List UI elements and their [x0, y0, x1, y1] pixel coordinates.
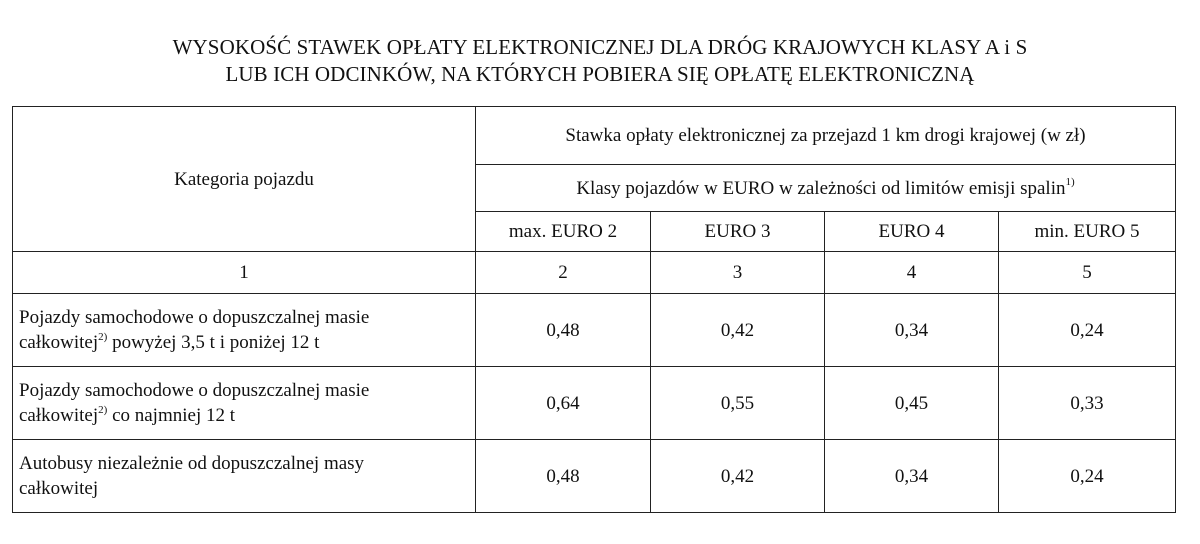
- table-row: [13, 367, 1176, 440]
- rate-value: 0,55: [651, 367, 825, 440]
- rate-value: 0,64: [476, 367, 651, 440]
- category-line: Autobusy niezależnie od dopuszczalnej masy: [19, 453, 365, 474]
- title-line-2: LUB ICH ODCINKÓW, NA KTÓRYCH POBIERA SIĘ OPŁATĘ ELEKTRONICZNĄ: [225, 62, 975, 86]
- vehicle-category: [13, 367, 476, 440]
- category-line: powyżej 3,5 t i poniżej 12 t: [107, 332, 320, 353]
- rate-header: Stawka opłaty elektronicznej za przejazd 1 km drogi krajowej (w zł): [476, 107, 1176, 165]
- vehicle-category: [13, 440, 476, 513]
- category-line: co najmniej 12 t: [107, 405, 236, 426]
- rate-value: 0,34: [825, 294, 999, 367]
- rate-value: 0,24: [999, 294, 1176, 367]
- rate-value: 0,42: [651, 294, 825, 367]
- rate-value: 0,48: [476, 294, 651, 367]
- euro-class-2: EURO 3: [651, 212, 825, 252]
- column-number: 5: [999, 252, 1176, 294]
- footnote-mark: 2): [98, 330, 108, 343]
- column-number: 2: [476, 252, 651, 294]
- rate-value: 0,33: [999, 367, 1176, 440]
- vehicle-category: [13, 294, 476, 367]
- euro-header: [476, 165, 1176, 212]
- column-number: 1: [13, 252, 476, 294]
- euro-header-text: Klasy pojazdów w EURO w zależności od limitów emisji spalin: [576, 177, 1066, 199]
- euro-class-4: min. EURO 5: [999, 212, 1176, 252]
- table-row: [13, 440, 1176, 513]
- euro-class-1: max. EURO 2: [476, 212, 651, 252]
- category-header: Kategoria pojazdu: [13, 107, 476, 252]
- column-number-row: [13, 252, 1176, 294]
- euro-header-footnote: 1): [1065, 176, 1075, 189]
- footnote-mark: 2): [98, 403, 108, 416]
- category-line: Pojazdy samochodowe o dopuszczalnej masie: [19, 307, 370, 328]
- rate-value: 0,24: [999, 440, 1176, 513]
- category-line: całkowitej: [19, 332, 99, 353]
- category-line: całkowitej: [19, 405, 99, 426]
- column-number: 3: [651, 252, 825, 294]
- rate-value: 0,34: [825, 440, 999, 513]
- rates-table: [12, 106, 1176, 513]
- rate-value: 0,45: [825, 367, 999, 440]
- document-title: [0, 34, 1200, 88]
- euro-class-3: EURO 4: [825, 212, 999, 252]
- category-line: Pojazdy samochodowe o dopuszczalnej masie: [19, 380, 370, 401]
- header-row-rate: [13, 107, 1176, 165]
- column-number: 4: [825, 252, 999, 294]
- table-row: [13, 294, 1176, 367]
- category-line: całkowitej: [19, 478, 99, 499]
- rate-value: 0,48: [476, 440, 651, 513]
- rate-value: 0,42: [651, 440, 825, 513]
- title-line-1: WYSOKOŚĆ STAWEK OPŁATY ELEKTRONICZNEJ DLA DRÓG KRAJOWYCH KLASY A i S: [172, 35, 1028, 59]
